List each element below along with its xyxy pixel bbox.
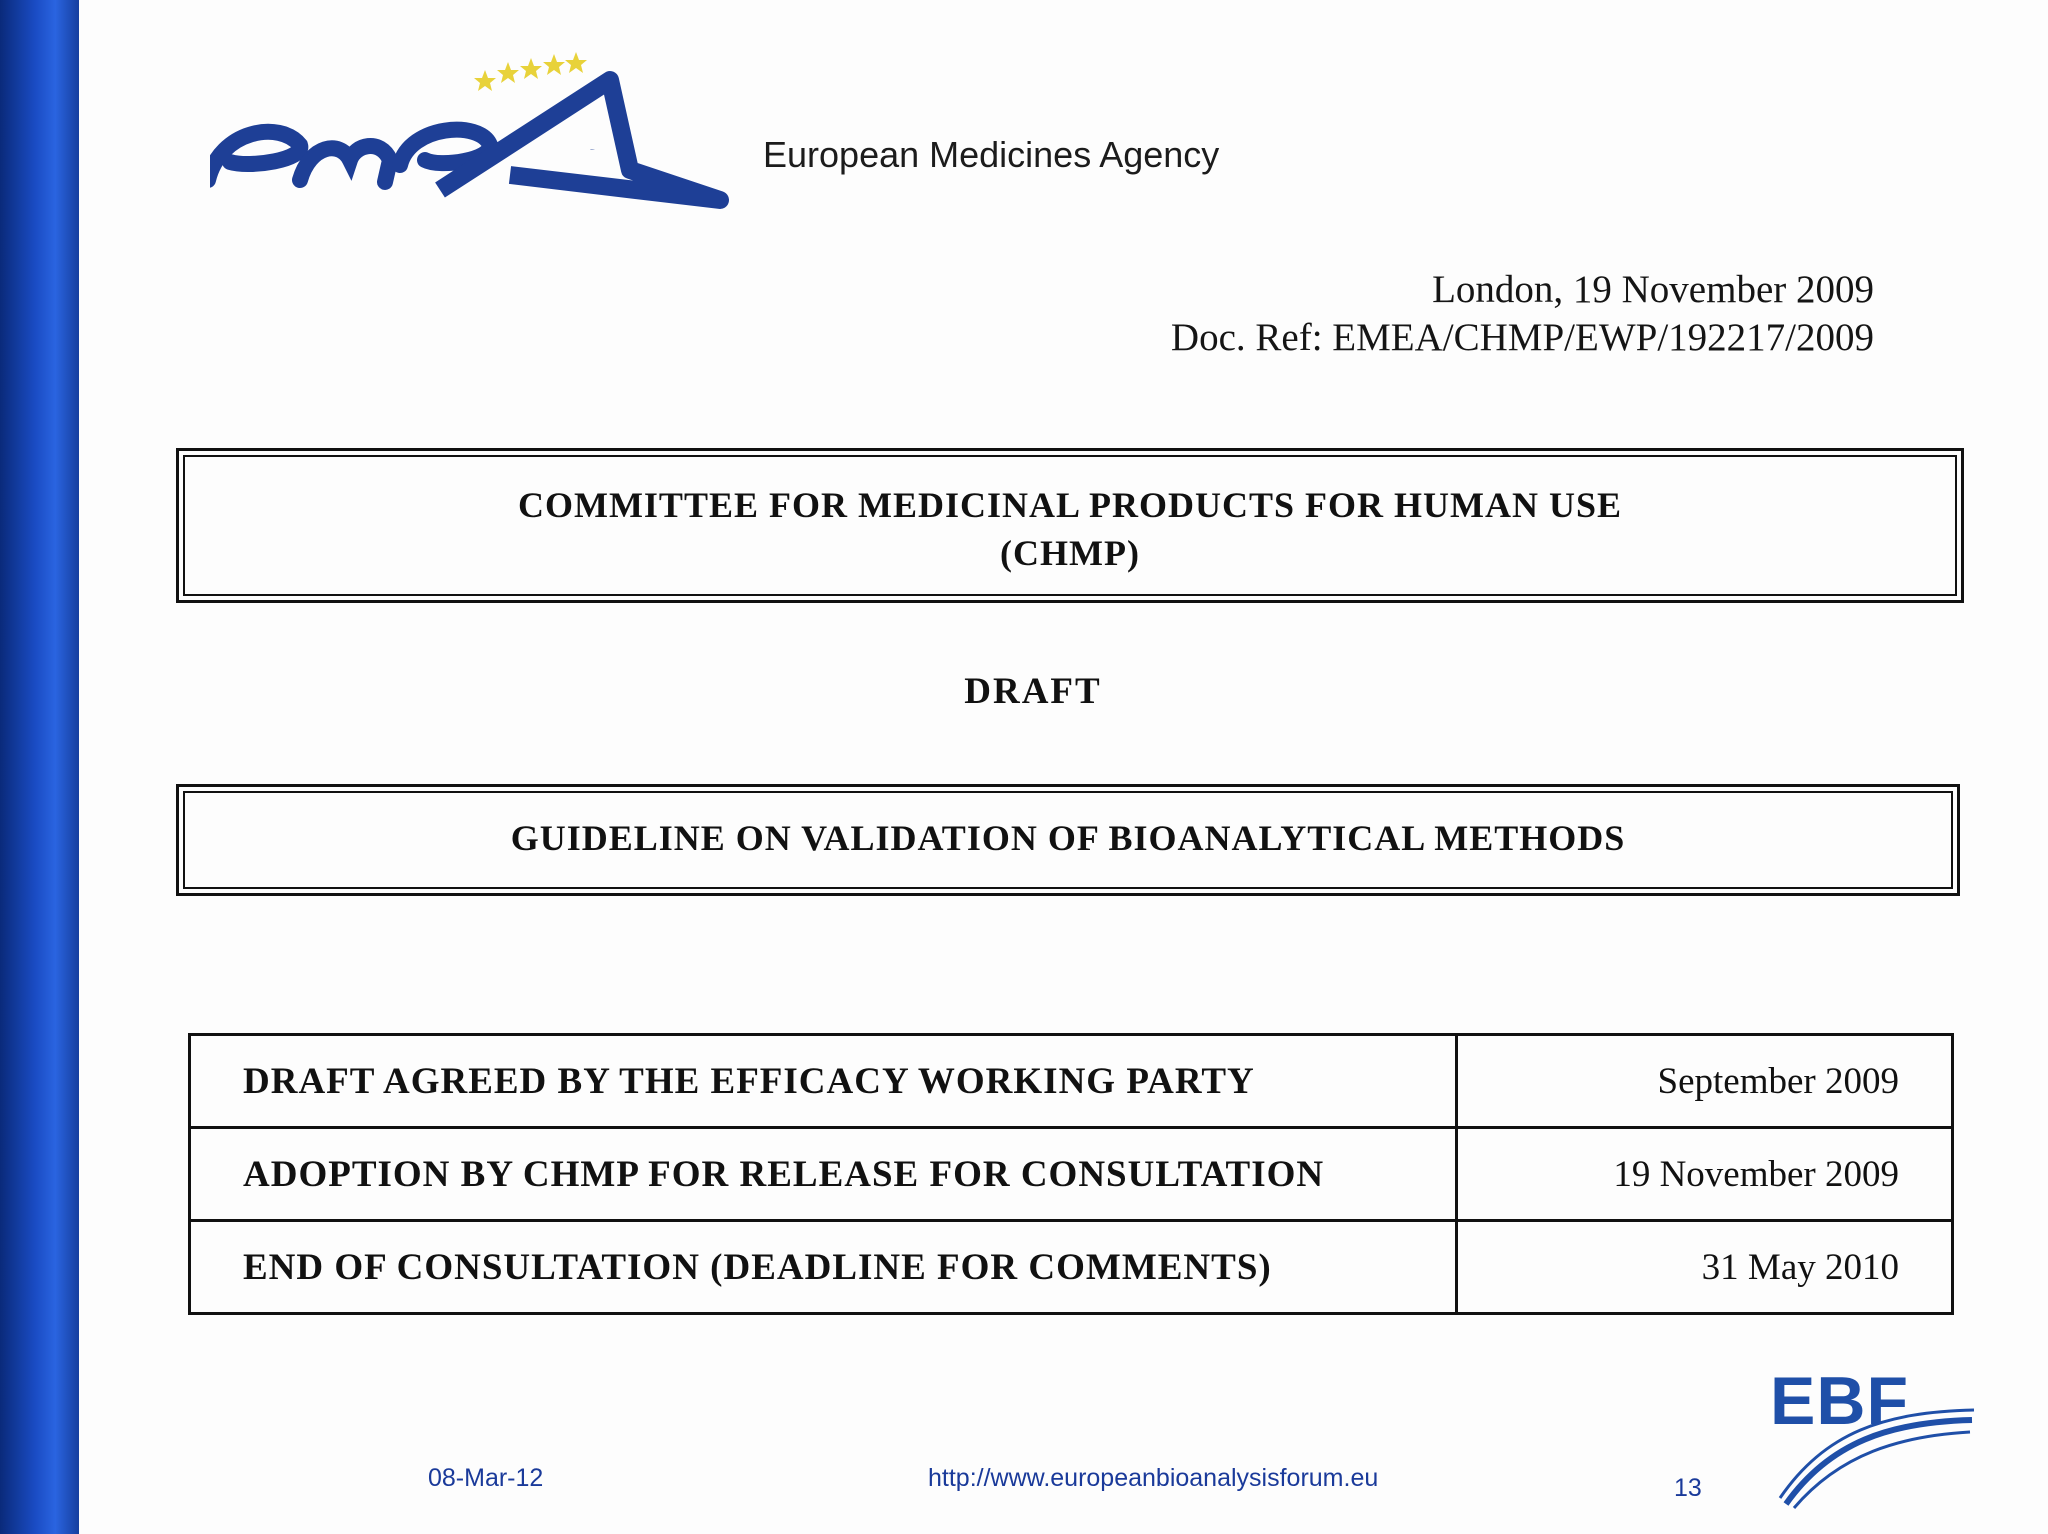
- agency-name: European Medicines Agency: [763, 134, 1220, 175]
- milestone-stage: END OF CONSULTATION (DEADLINE FOR COMMENTS): [190, 1221, 1457, 1314]
- milestones-table: [188, 1033, 1954, 1315]
- emea-logo: [210, 50, 730, 210]
- emea-logo-text: emea: [590, 149, 595, 151]
- page-number: 13: [1674, 1474, 1702, 1502]
- dateline: [1171, 266, 1874, 362]
- slide-sidebar: [0, 0, 79, 1534]
- milestone-stage: ADOPTION BY CHMP FOR RELEASE FOR CONSULTATION: [190, 1128, 1457, 1221]
- ebf-logo: [1770, 1362, 1980, 1512]
- guideline-title: GUIDELINE ON VALIDATION OF BIOANALYTICAL METHODS: [510, 818, 1626, 858]
- ebf-swoosh-icon: [1770, 1362, 1980, 1512]
- committee-abbreviation: (CHMP): [1000, 533, 1140, 573]
- milestone-stage: DRAFT AGREED BY THE EFFICACY WORKING PARTY: [190, 1035, 1457, 1128]
- table-row: [190, 1035, 1953, 1128]
- footer-url[interactable]: http://www.europeanbioanalysisforum.eu: [928, 1464, 1379, 1492]
- committee-name: COMMITTEE FOR MEDICINAL PRODUCTS FOR HUMAN USE: [517, 485, 1623, 525]
- committee-box: [176, 448, 1964, 603]
- committee-title: [179, 481, 1961, 577]
- footer-date: 08-Mar-12: [428, 1464, 544, 1492]
- eu-stars-icon: [474, 52, 587, 91]
- ebf-logo-text: EBF: [1770, 1363, 1909, 1439]
- draft-label: DRAFT: [964, 671, 1102, 712]
- milestone-date: 31 May 2010: [1457, 1221, 1953, 1314]
- guideline-box: [176, 784, 1960, 896]
- table-row: [190, 1221, 1953, 1314]
- milestone-date: 19 November 2009: [1457, 1128, 1953, 1221]
- doc-reference: Doc. Ref: EMEA/CHMP/EWP/192217/2009: [1170, 316, 1874, 359]
- milestone-date: September 2009: [1457, 1035, 1953, 1128]
- place-date: London, 19 November 2009: [1432, 268, 1874, 311]
- table-row: [190, 1128, 1953, 1221]
